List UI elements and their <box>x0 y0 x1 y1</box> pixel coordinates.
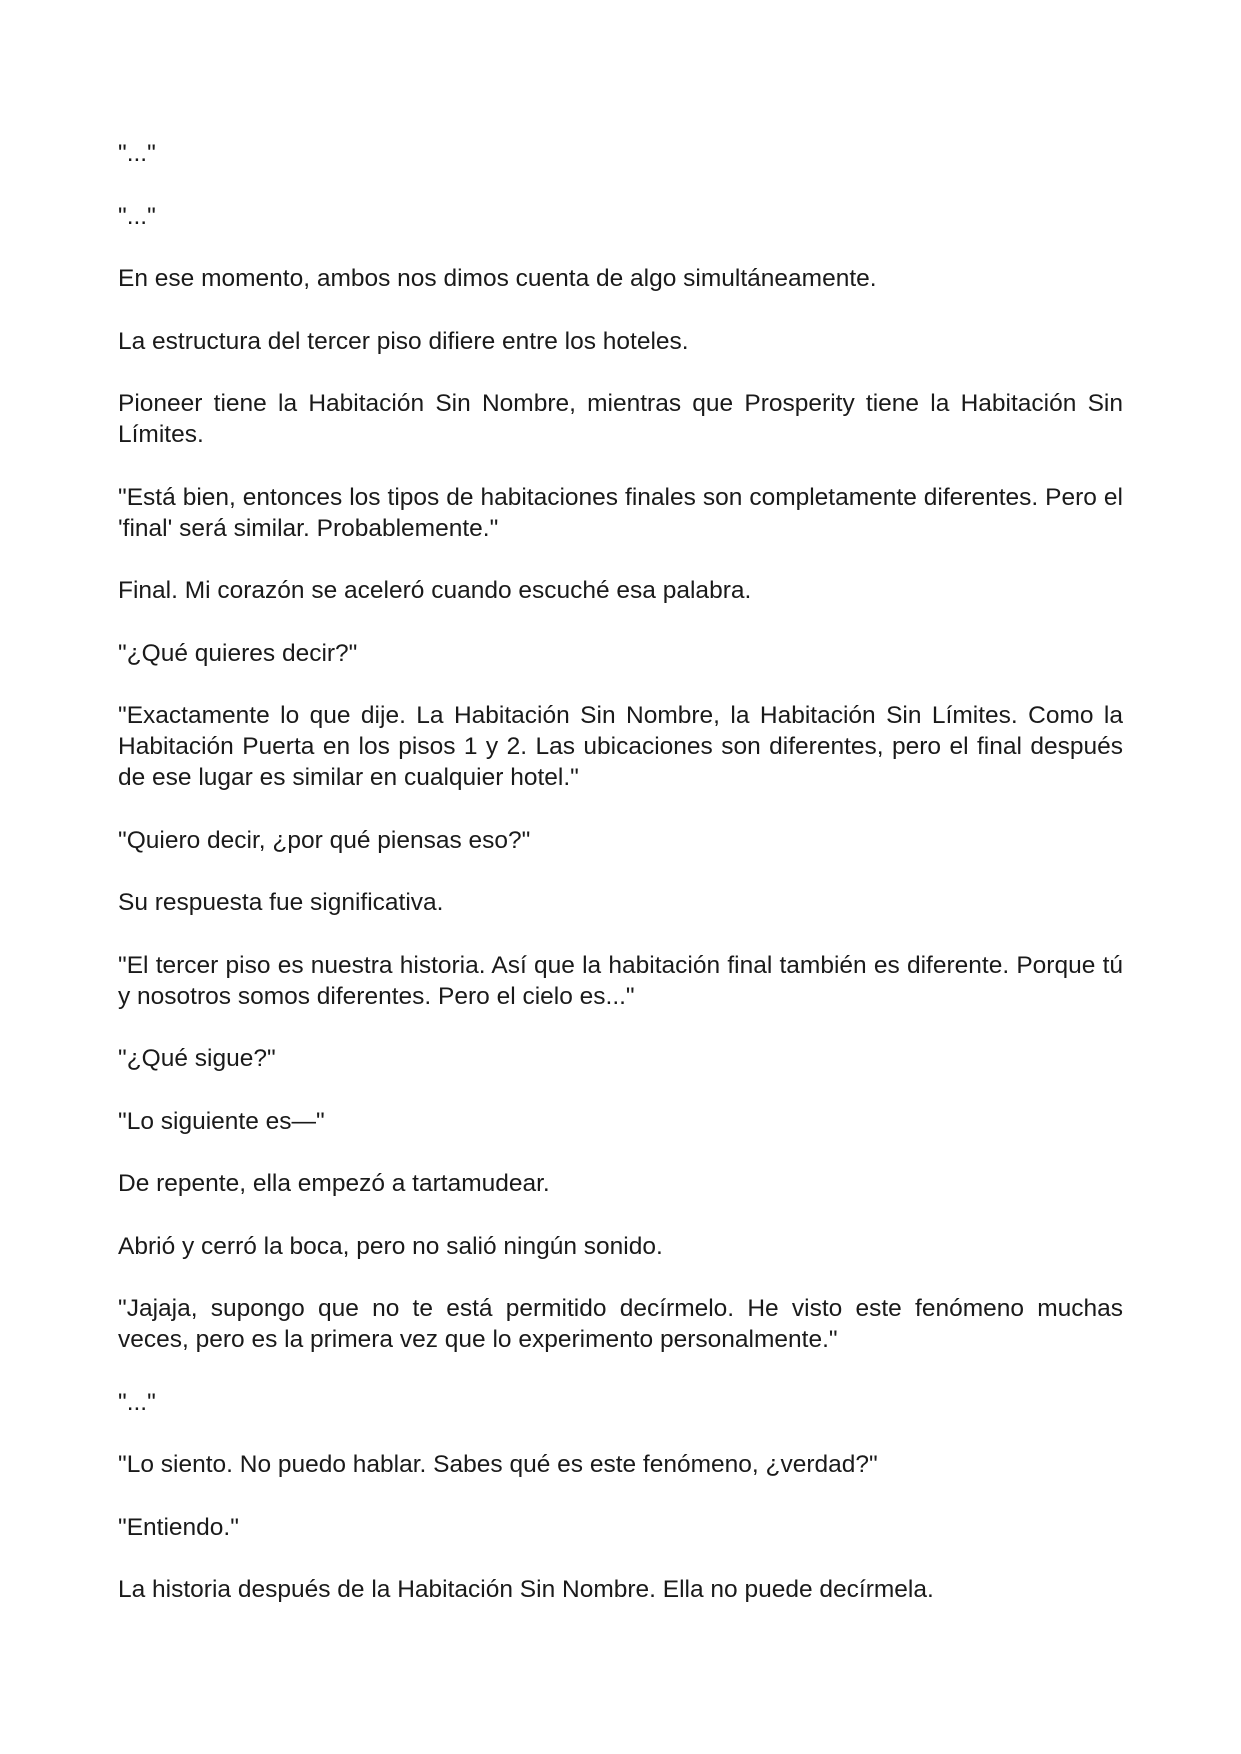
paragraph: "¿Qué quieres decir?" <box>118 639 358 667</box>
paragraph: Pioneer tiene la Habitación Sin Nombre, mientras que Prosperity tiene la Habitación Sin Límites. <box>118 390 1123 448</box>
paragraph: La estructura del tercer piso difiere entre los hoteles. <box>118 327 689 355</box>
paragraph: "..." <box>118 1388 156 1416</box>
document-page <box>118 138 1123 1637</box>
paragraph: "Exactamente lo que dije. La Habitación Sin Nombre, la Habitación Sin Límites. Como la Habitación Puerta en los pisos 1 y 2. Las ubicaciones son diferentes, pero el final después de ese lugar es similar en cualquier hotel." <box>118 702 1123 791</box>
paragraph: "..." <box>118 202 156 230</box>
paragraph: "Lo siguiente es—" <box>118 1107 325 1135</box>
paragraph: "..." <box>118 140 156 167</box>
paragraph: "Quiero decir, ¿por qué piensas eso?" <box>118 826 531 854</box>
paragraph: "Entiendo." <box>118 1513 239 1541</box>
paragraph: "Jajaja, supongo que no te está permitido decírmelo. He visto este fenómeno muchas veces, pero es la primera vez que lo experimento personalmente." <box>118 1295 1123 1353</box>
paragraph: "El tercer piso es nuestra historia. Así que la habitación final también es diferente. Porque tú y nosotros somos diferentes. Pero el cielo es..." <box>118 951 1123 1010</box>
paragraph: De repente, ella empezó a tartamudear. <box>118 1170 550 1197</box>
paragraph: La historia después de la Habitación Sin Nombre. Ella no puede decírmela. <box>118 1576 934 1603</box>
paragraph: Abrió y cerró la boca, pero no salió ningún sonido. <box>118 1232 663 1260</box>
paragraph: En ese momento, ambos nos dimos cuenta de algo simultáneamente. <box>118 265 877 292</box>
paragraph: "¿Qué sigue?" <box>118 1045 276 1072</box>
paragraph: Su respuesta fue significativa. <box>118 889 444 916</box>
paragraph: "Lo siento. No puedo hablar. Sabes qué es este fenómeno, ¿verdad?" <box>118 1451 878 1478</box>
paragraph: "Está bien, entonces los tipos de habitaciones finales son completamente diferentes. Pero el 'final' será similar. Probablemente." <box>118 483 1123 542</box>
paragraph: Final. Mi corazón se aceleró cuando escuché esa palabra. <box>118 577 752 604</box>
